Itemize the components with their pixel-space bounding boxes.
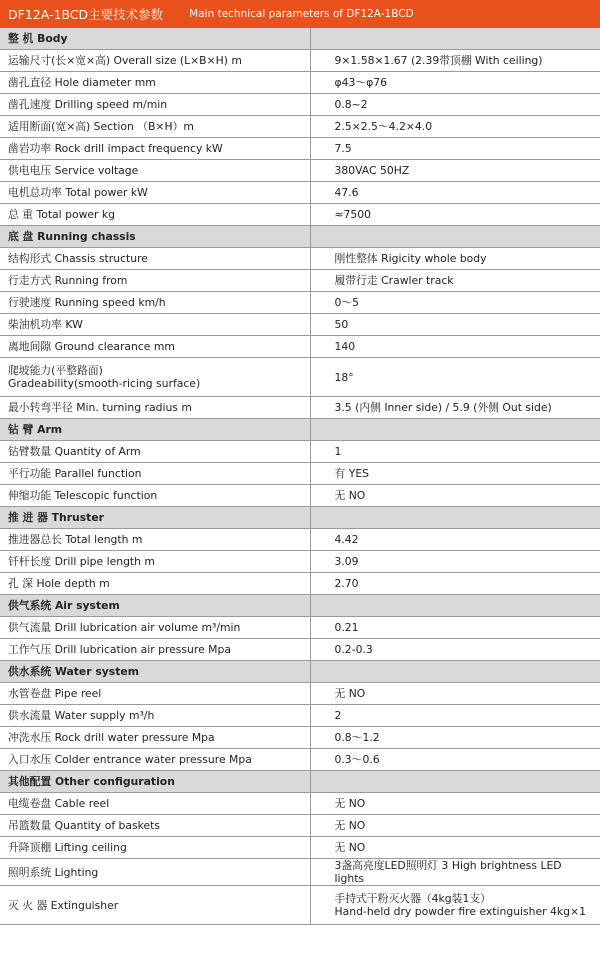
parameter-label xyxy=(0,815,310,837)
table-row xyxy=(0,204,600,226)
parameter-value-text: ≈7500 xyxy=(334,208,372,221)
parameter-value-text: 140 xyxy=(334,340,356,353)
section-header-row xyxy=(0,419,600,441)
parameter-label xyxy=(0,617,310,639)
parameter-value xyxy=(310,226,600,248)
parameter-value xyxy=(310,793,600,815)
parameter-value xyxy=(310,204,600,226)
parameter-value xyxy=(310,639,600,661)
parameter-label xyxy=(0,270,310,292)
table-row xyxy=(0,441,600,463)
parameter-label xyxy=(0,292,310,314)
table-row xyxy=(0,837,600,859)
parameter-value xyxy=(310,661,600,683)
parameter-label xyxy=(0,639,310,661)
table-row xyxy=(0,886,600,925)
parameter-value-text: 0.8~2 xyxy=(334,98,368,111)
parameter-value xyxy=(310,270,600,292)
parameter-value xyxy=(310,314,600,336)
parameter-value-text: 7.5 xyxy=(334,142,352,155)
parameter-label-text: 推 进 器 Thruster xyxy=(8,511,104,524)
parameter-label-text: 总 重 Total power kg xyxy=(8,208,116,221)
table-row xyxy=(0,160,600,182)
parameter-label-text: 凿孔速度 Drilling speed m/min xyxy=(8,98,168,111)
parameter-label-text: 电缆卷盘 Cable reel xyxy=(8,797,110,810)
parameter-label xyxy=(0,28,310,50)
table-row xyxy=(0,116,600,138)
parameter-label-text: 供电电压 Service voltage xyxy=(8,164,139,177)
parameter-label-text: 推进器总长 Total length m xyxy=(8,533,143,546)
table-row xyxy=(0,336,600,358)
parameter-value xyxy=(310,507,600,529)
parameter-value-text: 47.6 xyxy=(334,186,359,199)
parameter-label xyxy=(0,314,310,336)
parameter-value xyxy=(310,50,600,72)
parameter-value xyxy=(310,463,600,485)
parameter-label-text: 升降顶棚 Lifting ceiling xyxy=(8,841,127,854)
section-header-row xyxy=(0,661,600,683)
parameter-label-text: 其他配置 Other configuration xyxy=(8,775,175,788)
parameter-value xyxy=(310,441,600,463)
parameter-label xyxy=(0,204,310,226)
parameter-value-text: 无 NO xyxy=(334,489,366,502)
parameter-value-text: 无 NO xyxy=(334,687,366,700)
parameter-label-text: 运输尺寸(长×宽×高) Overall size (L×B×H) m xyxy=(8,54,242,67)
table-row xyxy=(0,859,600,886)
parameter-label xyxy=(0,771,310,793)
parameter-label-text: 工作气压 Drill lubrication air pressure Mpa xyxy=(8,643,231,656)
parameter-value-text: 3.5 (内侧 Inner side) / 5.9 (外侧 Out side) xyxy=(334,401,552,414)
parameter-label xyxy=(0,50,310,72)
parameter-value-text: 刚性整体 Rigicity whole body xyxy=(334,252,487,265)
parameter-value-text: 履带行走 Crawler track xyxy=(334,274,454,287)
table-row xyxy=(0,138,600,160)
parameter-value-text: 0.21 xyxy=(334,621,359,634)
parameter-label xyxy=(0,441,310,463)
table-row xyxy=(0,815,600,837)
table-row xyxy=(0,727,600,749)
parameter-label xyxy=(0,94,310,116)
parameter-label-text: 行走方式 Running from xyxy=(8,274,128,287)
parameter-value-text: 无 NO xyxy=(334,819,366,832)
parameter-label xyxy=(0,573,310,595)
table-row xyxy=(0,529,600,551)
parameter-label-text: 底 盘 Running chassis xyxy=(8,230,136,243)
parameter-label-text: 整 机 Body xyxy=(8,32,68,45)
parameter-value xyxy=(310,859,600,886)
section-header-row xyxy=(0,595,600,617)
parameter-value xyxy=(310,28,600,50)
parameter-label-text: 照明系统 Lighting xyxy=(8,865,99,879)
parameter-label-text: 伸缩功能 Telescopic function xyxy=(8,489,158,502)
parameter-value xyxy=(310,886,600,925)
parameter-value-text: 9×1.58×1.67 (2.39带顶棚 With ceiling) xyxy=(334,54,543,67)
table-row xyxy=(0,248,600,270)
section-header-row xyxy=(0,226,600,248)
parameter-value xyxy=(310,160,600,182)
parameter-value xyxy=(310,551,600,573)
table-row xyxy=(0,749,600,771)
table-row xyxy=(0,397,600,419)
parameter-label xyxy=(0,793,310,815)
parameter-label xyxy=(0,727,310,749)
parameter-label-text: 入口水压 Colder entrance water pressure Mpa xyxy=(8,753,252,766)
parameter-value xyxy=(310,485,600,507)
table-row xyxy=(0,50,600,72)
parameter-label-text: 柴油机功率 KW xyxy=(8,318,83,331)
parameter-value xyxy=(310,683,600,705)
parameter-value xyxy=(310,749,600,771)
parameter-label xyxy=(0,248,310,270)
table-row xyxy=(0,292,600,314)
parameter-label xyxy=(0,226,310,248)
parameter-label-text: 冲洗水压 Rock drill water pressure Mpa xyxy=(8,731,215,744)
parameter-label xyxy=(0,705,310,727)
parameter-value xyxy=(310,529,600,551)
parameter-label xyxy=(0,182,310,204)
parameter-label xyxy=(0,397,310,419)
parameter-value xyxy=(310,248,600,270)
parameter-label-text: 供水系统 Water system xyxy=(8,665,139,678)
parameter-label xyxy=(0,886,310,925)
parameter-label-text: 孔 深 Hole depth m xyxy=(8,577,110,590)
parameter-value-text: 380VAC 50HZ xyxy=(334,164,410,177)
parameter-value xyxy=(310,419,600,441)
parameter-label-text: 离地间隙 Ground clearance mm xyxy=(8,340,175,353)
parameter-value-text: 3.09 xyxy=(334,555,359,568)
parameter-value-text: 2.70 xyxy=(334,577,359,590)
parameter-value-text: 4.42 xyxy=(334,533,359,546)
parameter-label-text: 平行功能 Parallel function xyxy=(8,467,142,480)
parameter-value-text: φ43～φ76 xyxy=(334,76,388,89)
parameter-label xyxy=(0,595,310,617)
parameter-label xyxy=(0,336,310,358)
section-header-row xyxy=(0,28,600,50)
parameter-value xyxy=(310,94,600,116)
table-row xyxy=(0,182,600,204)
parameter-value xyxy=(310,116,600,138)
spec-table xyxy=(0,28,600,925)
parameter-value-text: 2.5×2.5～4.2×4.0 xyxy=(334,120,433,133)
parameter-value-text: 3盏高亮度LED照明灯 3 High brightness LED lights xyxy=(334,859,562,885)
parameter-label xyxy=(0,485,310,507)
parameter-label-text: 最小转弯半径 Min. turning radius m xyxy=(8,401,192,414)
parameter-label xyxy=(0,507,310,529)
parameter-label xyxy=(0,837,310,859)
parameter-label-text: 凿岩功率 Rock drill impact frequency kW xyxy=(8,142,223,155)
parameter-value-text: 18° xyxy=(334,370,354,384)
parameter-label xyxy=(0,419,310,441)
parameter-label-text: 适用断面(宽×高) Section （B×H）m xyxy=(8,120,194,133)
parameter-label-text: 供水流量 Water supply m³/h xyxy=(8,709,155,722)
table-row xyxy=(0,72,600,94)
parameter-value xyxy=(310,595,600,617)
title-en: Main technical parameters of DF12A-1BCD xyxy=(189,8,414,20)
parameter-label xyxy=(0,859,310,886)
parameter-label-text: 结构形式 Chassis structure xyxy=(8,252,148,265)
parameter-label-text: 供气流量 Drill lubrication air volume m³/min xyxy=(8,621,241,634)
table-row xyxy=(0,793,600,815)
parameter-value-text: 0～5 xyxy=(334,296,360,309)
parameter-value xyxy=(310,837,600,859)
parameter-label xyxy=(0,661,310,683)
parameter-value-text: 有 YES xyxy=(334,467,369,480)
parameter-label-text: 爬坡能力(平整路面) Gradeability(smooth-ricing surface) xyxy=(8,364,201,390)
parameter-value-text: 无 NO xyxy=(334,841,366,854)
table-row xyxy=(0,314,600,336)
section-header-row xyxy=(0,771,600,793)
table-row xyxy=(0,485,600,507)
parameter-value xyxy=(310,336,600,358)
table-row xyxy=(0,551,600,573)
table-row xyxy=(0,639,600,661)
parameter-label xyxy=(0,160,310,182)
parameter-value xyxy=(310,771,600,793)
parameter-label-text: 供气系统 Air system xyxy=(8,599,120,612)
parameter-label xyxy=(0,551,310,573)
table-row xyxy=(0,573,600,595)
parameter-value-text: 0.8～1.2 xyxy=(334,731,380,744)
parameter-value-text: 2 xyxy=(334,709,342,722)
parameter-value xyxy=(310,72,600,94)
parameter-label-text: 吊篮数量 Quantity of baskets xyxy=(8,819,161,832)
parameter-value xyxy=(310,358,600,397)
parameter-label-text: 钻臂数量 Quantity of Arm xyxy=(8,445,141,458)
table-row xyxy=(0,358,600,397)
parameter-label-text: 电机总功率 Total power kW xyxy=(8,186,148,199)
section-header-row xyxy=(0,507,600,529)
parameter-label-text: 钻 臂 Arm xyxy=(8,423,63,436)
parameter-value-text: 0.3～0.6 xyxy=(334,753,380,766)
parameter-value xyxy=(310,182,600,204)
parameter-label xyxy=(0,749,310,771)
parameter-value-text: 无 NO xyxy=(334,797,366,810)
table-header-bar xyxy=(0,0,600,28)
parameter-label xyxy=(0,116,310,138)
parameter-value-text: 0.2-0.3 xyxy=(334,643,373,656)
parameter-label-text: 钎杆长度 Drill pipe length m xyxy=(8,555,155,568)
table-row xyxy=(0,683,600,705)
parameter-value xyxy=(310,138,600,160)
parameter-label xyxy=(0,358,310,397)
table-row xyxy=(0,270,600,292)
parameter-label xyxy=(0,72,310,94)
parameter-value xyxy=(310,292,600,314)
parameter-value-text: 1 xyxy=(334,445,342,458)
parameter-value xyxy=(310,815,600,837)
parameter-label-text: 灭 火 器 Extinguisher xyxy=(8,898,119,912)
parameter-label xyxy=(0,683,310,705)
table-row xyxy=(0,705,600,727)
parameter-value-text: 50 xyxy=(334,318,349,331)
parameter-value-text: 手持式干粉灭火器（4kg装1支） Hand-held dry powder fire extinguisher 4kg×1 xyxy=(334,892,586,918)
table-row xyxy=(0,94,600,116)
parameter-label xyxy=(0,529,310,551)
title-cn: DF12A-1BCD主要技术参数 xyxy=(8,7,164,22)
parameter-value xyxy=(310,617,600,639)
parameter-value xyxy=(310,397,600,419)
parameter-label xyxy=(0,463,310,485)
parameter-label-text: 行驶速度 Running speed km/h xyxy=(8,296,166,309)
parameter-value xyxy=(310,705,600,727)
parameter-value xyxy=(310,727,600,749)
parameter-label-text: 水管卷盘 Pipe reel xyxy=(8,687,102,700)
table-row xyxy=(0,617,600,639)
parameter-label-text: 凿孔直径 Hole diameter mm xyxy=(8,76,156,89)
parameter-label xyxy=(0,138,310,160)
table-row xyxy=(0,463,600,485)
parameter-value xyxy=(310,573,600,595)
